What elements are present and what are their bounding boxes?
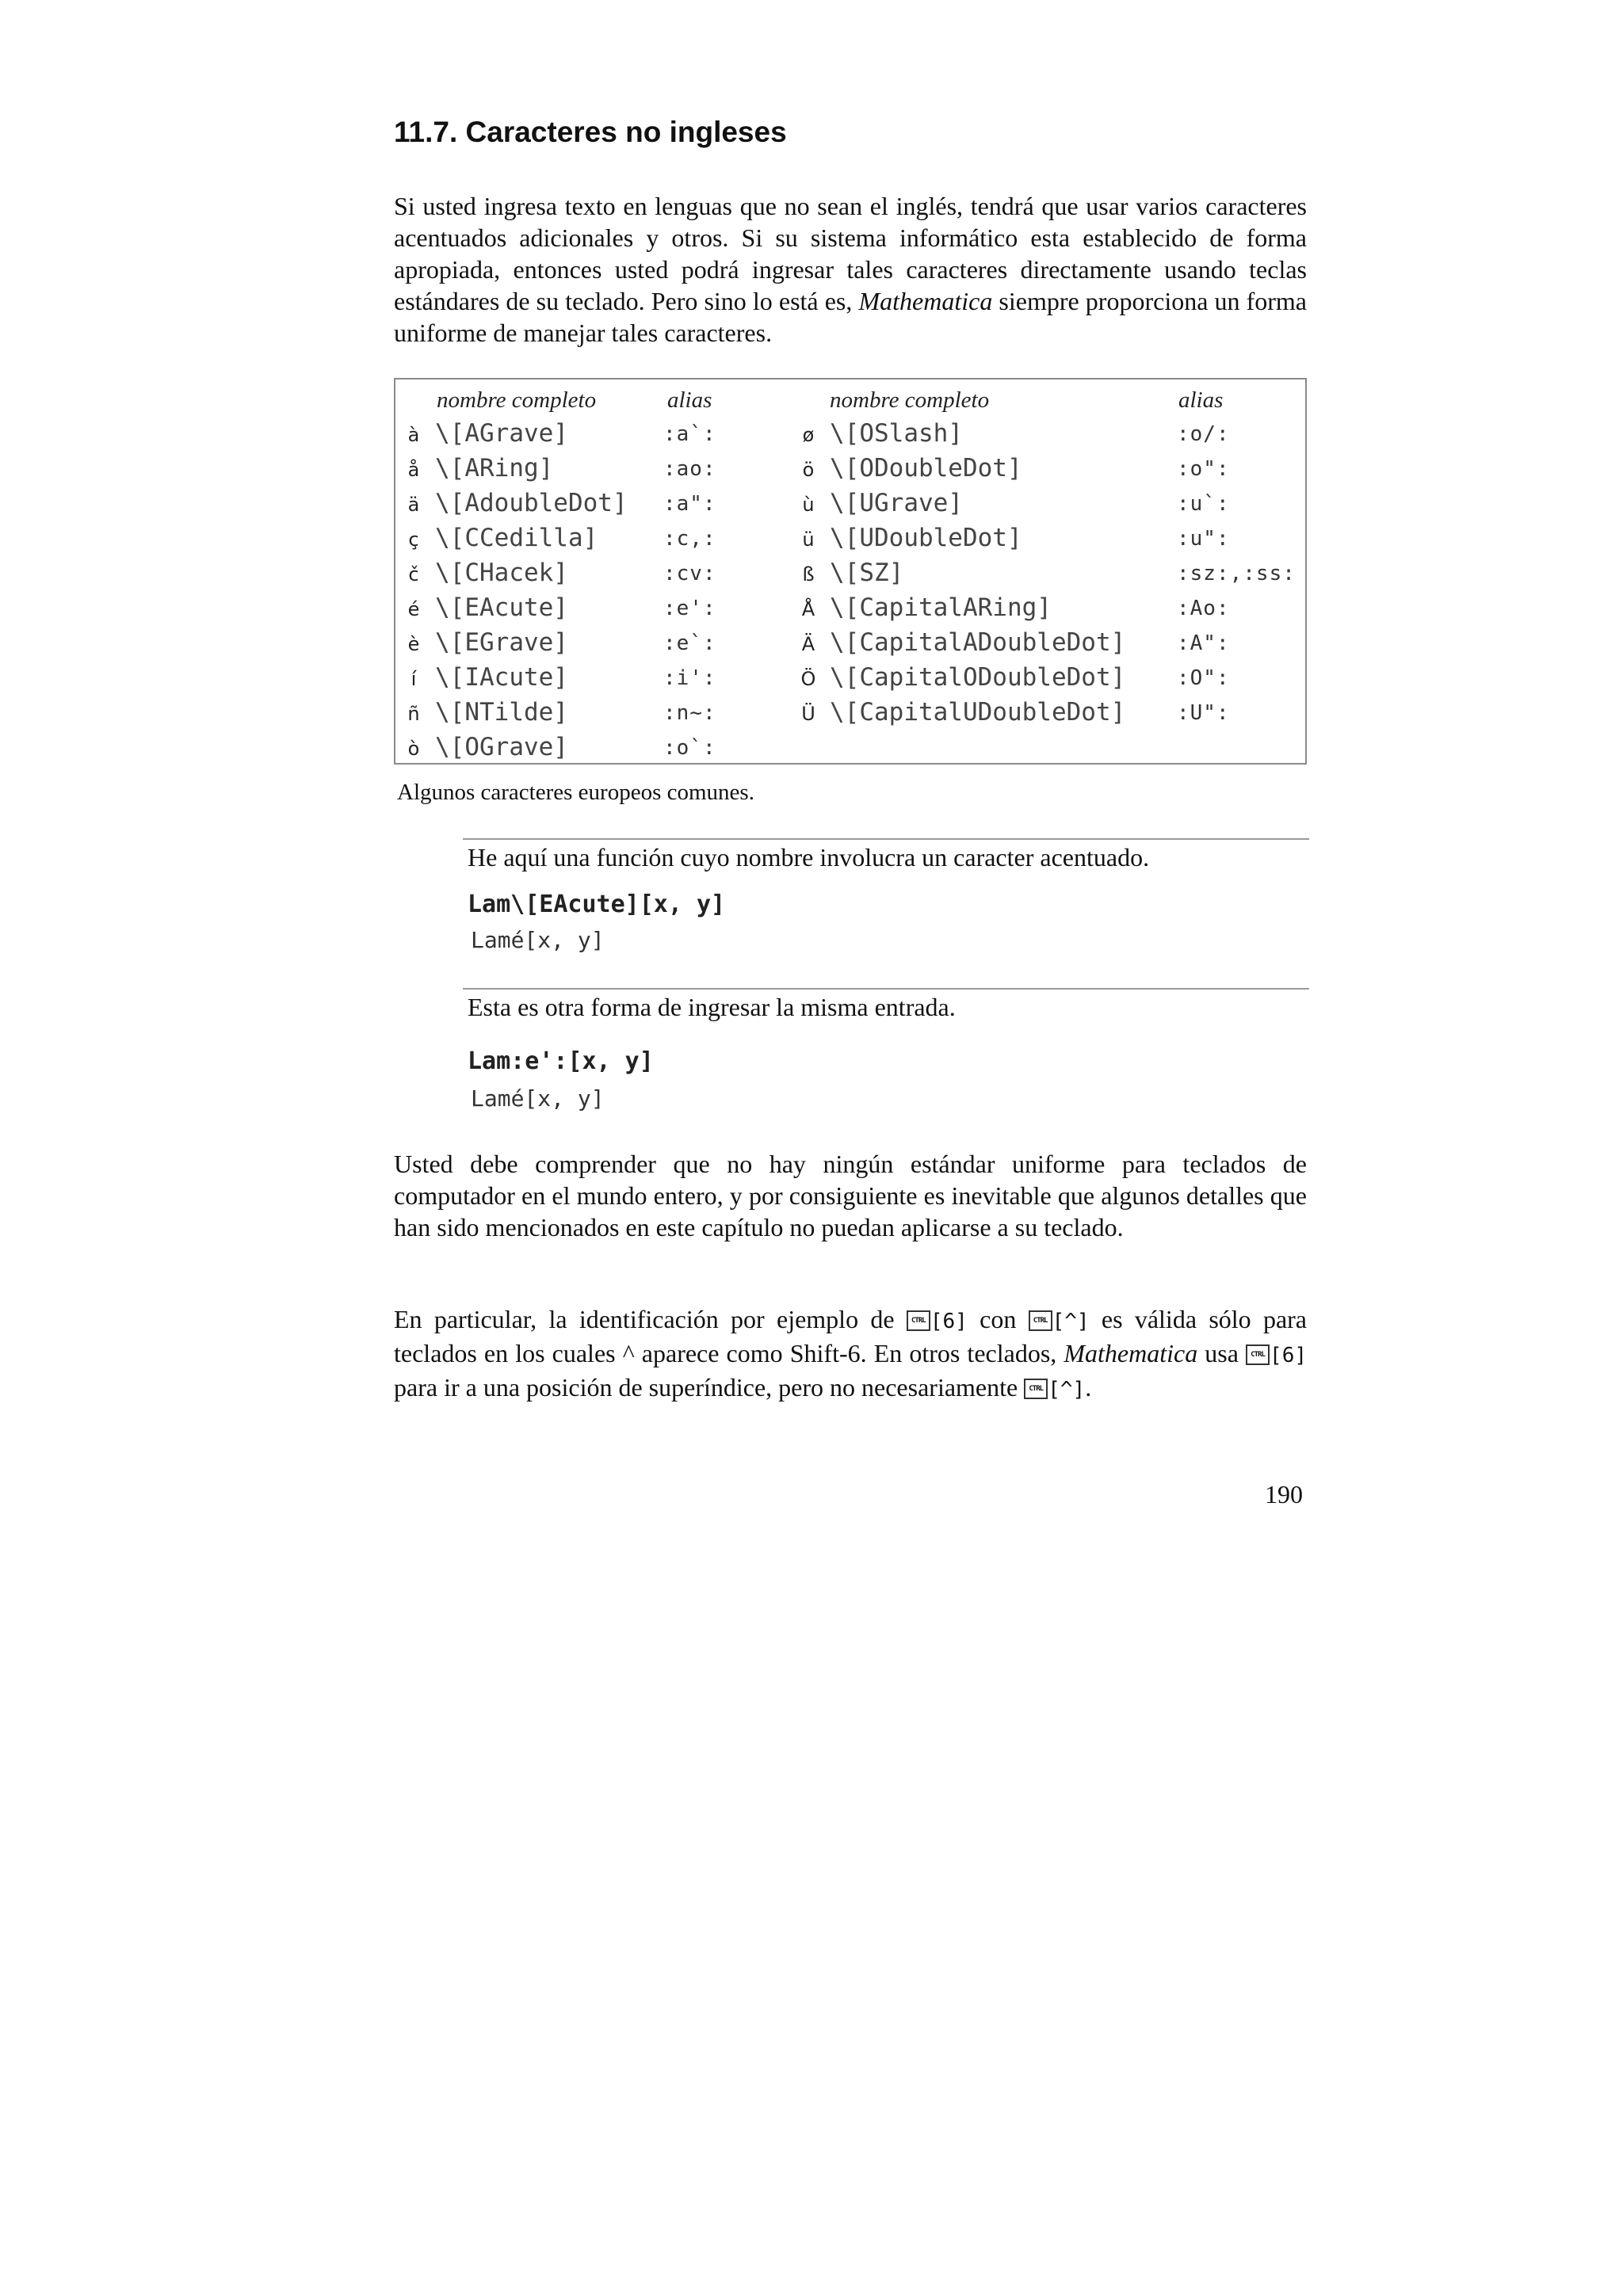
table-row (395, 663, 1305, 698)
ctrl-key-icon: CTRL (1029, 1310, 1052, 1331)
character-alias: :o`: (663, 736, 716, 760)
character-full-name: \[CapitalADoubleDot] (830, 628, 1126, 657)
ctrl-key-icon: CTRL (907, 1310, 930, 1331)
key-arg: [^] (1052, 1310, 1090, 1333)
character-full-name: \[CCedilla] (435, 524, 598, 552)
table-row (395, 489, 1305, 524)
example2-input: Lam:e':[x, y] (468, 1047, 654, 1075)
header-full-name-left: nombre completo (437, 387, 597, 413)
table-caption: Algunos caracteres europeos comunes. (397, 780, 754, 805)
example-divider (463, 988, 1309, 990)
character-alias: :a": (663, 492, 716, 516)
intro-text-end: siempre proporciona un forma uniforme de manejar tales caracteres. (394, 287, 1308, 347)
character-full-name: \[EAcute] (435, 593, 568, 622)
character-full-name: \[IAcute] (435, 663, 568, 692)
character-full-name: \[OSlash] (830, 419, 963, 448)
character-full-name: \[CapitalUDoubleDot] (830, 698, 1126, 727)
character-full-name: \[UGrave] (830, 489, 963, 517)
character-full-name: \[SZ] (830, 559, 904, 587)
character-full-name: \[ARing] (435, 454, 554, 482)
character-glyph: ù (802, 494, 815, 516)
character-glyph: č (408, 563, 419, 585)
character-alias: :O": (1177, 666, 1230, 690)
character-glyph: Ä (801, 633, 815, 655)
character-glyph: è (407, 633, 420, 655)
character-glyph: ä (407, 494, 420, 516)
character-alias: :Ao: (1177, 597, 1230, 620)
character-alias: :sz:,:ss: (1177, 562, 1296, 585)
para3-text: usa (1197, 1339, 1247, 1367)
character-alias: :u`: (1177, 492, 1230, 516)
table-row (395, 559, 1305, 593)
para3-text: con (967, 1305, 1029, 1333)
character-full-name: \[EGrave] (435, 628, 568, 657)
para3-text: En particular, la identificación por ejemplo de (394, 1305, 907, 1333)
character-glyph: é (407, 598, 420, 620)
character-alias: :ao: (663, 457, 716, 481)
character-full-name: \[AdoubleDot] (435, 489, 628, 517)
example-divider (463, 838, 1309, 840)
example2-note: Esta es otra forma de ingresar la misma entrada. (468, 993, 956, 1021)
example1-input: Lam\[EAcute][x, y] (468, 891, 726, 918)
table-row (395, 698, 1305, 733)
character-alias: :e`: (663, 631, 716, 655)
particular-paragraph (394, 1303, 1307, 1405)
para3-text: . (1085, 1373, 1092, 1402)
key-arg: [6] (930, 1310, 968, 1333)
character-glyph: ø (802, 424, 815, 446)
page-number: 190 (1265, 1480, 1303, 1508)
character-alias: :o/: (1177, 422, 1230, 446)
character-alias: :c,: (663, 527, 716, 551)
character-glyph: í (411, 668, 417, 690)
character-glyph: ß (802, 563, 815, 585)
character-glyph: Å (801, 598, 815, 620)
character-glyph: ü (802, 528, 815, 551)
character-glyph: ç (408, 528, 419, 551)
para3-emphasis: Mathematica (1064, 1339, 1198, 1367)
intro-text: Si usted ingresa texto en lenguas que no sean el inglés, tendrá que usar varios caracteres acentuados adicionales y otros. Si su sistema informático esta establecido de forma apropiada, entonces usted podrá ingresar tales caracteres directamente usando teclas estándares de su teclado. Pero sino lo está es, (394, 192, 1307, 315)
table-row (395, 419, 1305, 454)
character-full-name: \[CHacek] (435, 559, 568, 587)
character-full-name: \[NTilde] (435, 698, 568, 727)
character-glyph: Ü (801, 703, 815, 725)
character-alias: :cv: (663, 562, 716, 585)
character-glyph: ñ (407, 703, 420, 725)
character-alias: :e': (663, 597, 716, 620)
character-alias: :i': (663, 666, 716, 690)
table-row (395, 524, 1305, 559)
character-alias: :o": (1177, 457, 1230, 481)
character-alias: :a`: (663, 422, 716, 446)
character-glyph: Ö (800, 668, 816, 690)
example2-output: Lamé[x, y] (471, 1085, 605, 1112)
header-alias-left: alias (667, 387, 712, 413)
character-glyph: à (407, 424, 420, 446)
key-arg: [6] (1270, 1344, 1308, 1367)
header-full-name-right: nombre completo (830, 387, 990, 413)
character-alias: :A": (1177, 631, 1230, 655)
intro-emphasis: Mathematica (858, 287, 993, 315)
table-row (395, 733, 1305, 768)
intro-paragraph (394, 190, 1307, 349)
character-full-name: \[CapitalARing] (830, 593, 1052, 622)
header-alias-right: alias (1178, 387, 1224, 413)
example1-output: Lamé[x, y] (471, 927, 605, 953)
para3-text: es válida sólo para teclados en los cuales ^ aparece como Shift-6. En otros teclados, (394, 1305, 1308, 1367)
ctrl-key-icon: CTRL (1024, 1379, 1048, 1399)
table-row (395, 628, 1305, 663)
para3-text: para ir a una posición de superíndice, pero no necesariamente (394, 1373, 1025, 1402)
character-full-name: \[ODoubleDot] (830, 454, 1022, 482)
character-full-name: \[AGrave] (435, 419, 568, 448)
example1-note: He aquí una función cuyo nombre involucra un caracter acentuado. (468, 843, 1150, 871)
character-glyph: ö (802, 459, 815, 481)
character-full-name: \[CapitalODoubleDot] (830, 663, 1126, 692)
character-alias: :n~: (663, 701, 716, 725)
character-alias: :U": (1177, 701, 1230, 725)
table-row (395, 593, 1305, 628)
character-glyph: ò (407, 738, 420, 760)
character-glyph: å (407, 459, 420, 481)
section-title: 11.7. Caracteres no ingleses (394, 116, 787, 148)
character-table (394, 378, 1307, 765)
table-row (395, 454, 1305, 489)
keyboard-paragraph: Usted debe comprender que no hay ningún estándar uniforme para teclados de computador en el mundo entero, y por consiguiente es inevitable que algunos detalles que han sido mencionados en este capítulo no puedan aplicarse a su teclado. (394, 1150, 1307, 1241)
ctrl-key-icon: CTRL (1246, 1344, 1270, 1365)
character-full-name: \[UDoubleDot] (830, 524, 1022, 552)
character-alias: :u": (1177, 527, 1230, 551)
key-arg: [^] (1048, 1378, 1086, 1402)
character-full-name: \[OGrave] (435, 733, 568, 761)
